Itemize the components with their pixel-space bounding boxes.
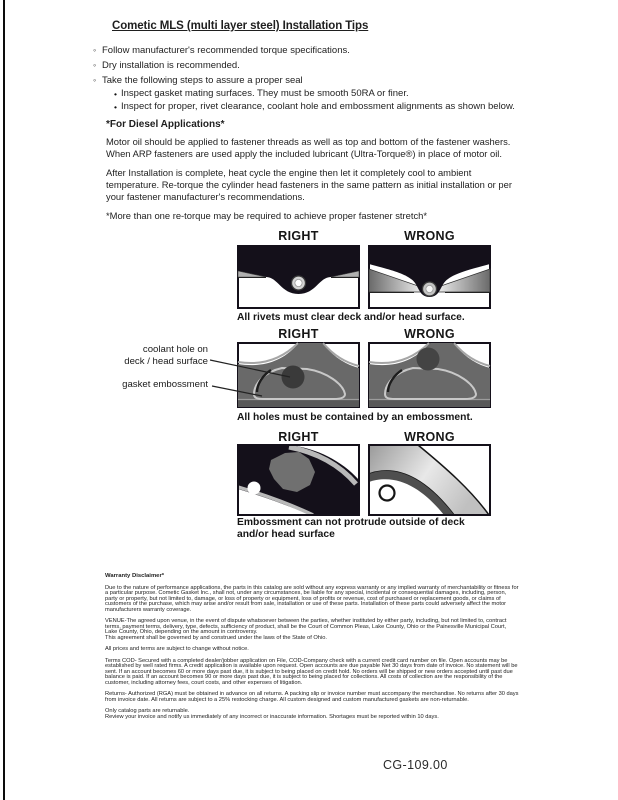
diagram-caption: Embossment can not protrude outside of deck and/or head surface — [237, 517, 465, 540]
bullet-text: Dry installation is recommended. — [102, 60, 240, 71]
page-part-number: CG-109.00 — [383, 758, 448, 772]
warranty-heading: Warranty Disclaimer* — [105, 573, 165, 579]
warranty-paragraph: VENUE-The agreed upon venue, in the event of dispute whatsoever between the parties, whether instituted by either party, including, but not limited to, contract terms, payment terms, delivery, type, defects, sufficiency of product, shall be the Court of Common Pleas, Lake County, Ohio or the Painesville Municipal Court, Lake County, Ohio, depending on the amount in controversy. — [105, 618, 507, 635]
bolt-hole-icon — [248, 482, 261, 495]
bullet-text: Inspect for proper, rivet clearance, coolant hole and embossment alignments as shown below. — [121, 100, 515, 112]
warranty-paragraph: Only catalog parts are returnable. — [105, 708, 190, 714]
wrong-header: WRONG — [404, 327, 455, 341]
warranty-paragraph: Review your invoice and notify us immediately of any incorrect or inaccurate information. Shortages must be reported within 10 days. — [105, 713, 439, 720]
annotation-text: coolant hole on — [142, 344, 208, 355]
bullet-item — [93, 58, 523, 73]
warranty-paragraph: Returns- Authorized (RGA) must be obtained in advance on all returns. A packing slip or invoice number must accompany the merchandise. No returns after 30 days from invoice date. All returns are subject to a 25% restocking charge. All custom designed and custom manufactured gaskets are non-returnable. — [105, 691, 519, 703]
right-header: RIGHT — [278, 430, 319, 444]
retorque-note: *More than one re-torque may be required to achieve proper fastener stretch* — [106, 210, 428, 221]
annotation-text: deck / head surface — [124, 355, 208, 367]
sub-bullet-list — [114, 88, 523, 113]
bullet-item — [93, 73, 523, 88]
solid-bullet-icon: • — [114, 101, 117, 112]
bullet-text: Follow manufacturer's recommended torque specifications. — [102, 45, 350, 56]
solid-bullet-icon: • — [114, 89, 117, 99]
bullet-item — [93, 43, 523, 58]
warranty-paragraph: All prices and terms are subject to change without notice. — [105, 646, 249, 652]
sub-bullet-item — [114, 88, 523, 101]
right-header: RIGHT — [278, 327, 319, 341]
warranty-paragraph: This agreement shall be governed by and construed under the laws of the State of Ohio. — [105, 634, 327, 641]
coolant-hole-wrong-diagram — [368, 342, 491, 408]
rivet-clearance-wrong-diagram — [368, 245, 491, 309]
annotation-gasket-embossment: gasket embossment — [122, 379, 208, 390]
open-bullet-icon: ◦ — [93, 45, 97, 55]
leader-lines — [110, 340, 310, 410]
warranty-disclaimer — [105, 574, 519, 726]
embossment-right-diagram — [237, 444, 360, 516]
open-bullet-icon: ◦ — [93, 75, 97, 85]
bullet-text: Inspect gasket mating surfaces. They must be smooth 50RA or finer. — [121, 88, 409, 99]
wrong-header: WRONG — [404, 430, 455, 444]
embossment-wrong-diagram — [368, 444, 491, 516]
right-header: RIGHT — [278, 229, 319, 243]
wrong-header: WRONG — [404, 229, 455, 243]
warranty-paragraph: Terms COD- Secured with a completed dealer/jobber application on File, COD-Company check with a current credit card number on file. Open accounts may be established by well rated firms. A credit application is available upon request. Open accounts are due payable Net 30 days from date of invoice. No statement will be sent. If an account becomes 60 or more days past due, it is subject to being placed on credit hold. No orders will be shipped or new orders accepted until past due balance is paid. If an account becomes 90 or more days past due, it is subject to being placed for collections. All costs of collection are the responsibility of the customer, including attorney fees, court costs, and other expenses of litigation. — [105, 657, 518, 686]
diagram-caption: All rivets must clear deck and/or head surface. — [237, 312, 465, 323]
diesel-paragraph: After Installation is complete, heat cycle the engine then let it completely cool to ambient temperature. Re-torque the cylinder head fasteners in the same pattern as initial installation or per your fastener manufacturer's recommendations. — [106, 167, 512, 202]
coolant-hole-icon — [417, 348, 440, 371]
scan-edge-artifact — [3, 0, 5, 800]
bolt-hole-icon — [380, 486, 395, 501]
installation-tips-list — [93, 43, 523, 113]
page-title: Cometic MLS (multi layer steel) Installation Tips — [112, 20, 369, 32]
open-bullet-icon: ◦ — [93, 60, 97, 70]
diesel-applications-heading: *For Diesel Applications* — [106, 119, 225, 130]
diagram-caption: All holes must be contained by an embossment. — [237, 412, 473, 423]
diesel-paragraph: Motor oil should be applied to fastener threads as well as top and bottom of the fastener washers. When ARP fasteners are used apply the included lubricant (Ultra-Torque®) in place of motor oil. — [106, 136, 511, 159]
sub-bullet-item — [114, 101, 523, 114]
rivet-clearance-right-diagram — [237, 245, 360, 309]
bullet-text: Take the following steps to assure a proper seal — [102, 75, 303, 86]
warranty-paragraph: Due to the nature of performance applications, the parts in this catalog are sold without any express warranty or any implied warranty of merchantability or fitness for a particular purpose. Cometic Gasket Inc., shall not, under any circumstances, be liable for any special, incidental or consequential damages, including, person, party or property, but not limited to, damage, or loss of property or equipment, loss of profits or revenue, cost of purchased or replacement goods, or claims of customers of the purchase, which may arise and/or result from sale, installation or use of these parts. Installation of these parts could adversely affect the motor manufacturers warranty coverage. — [105, 584, 519, 613]
